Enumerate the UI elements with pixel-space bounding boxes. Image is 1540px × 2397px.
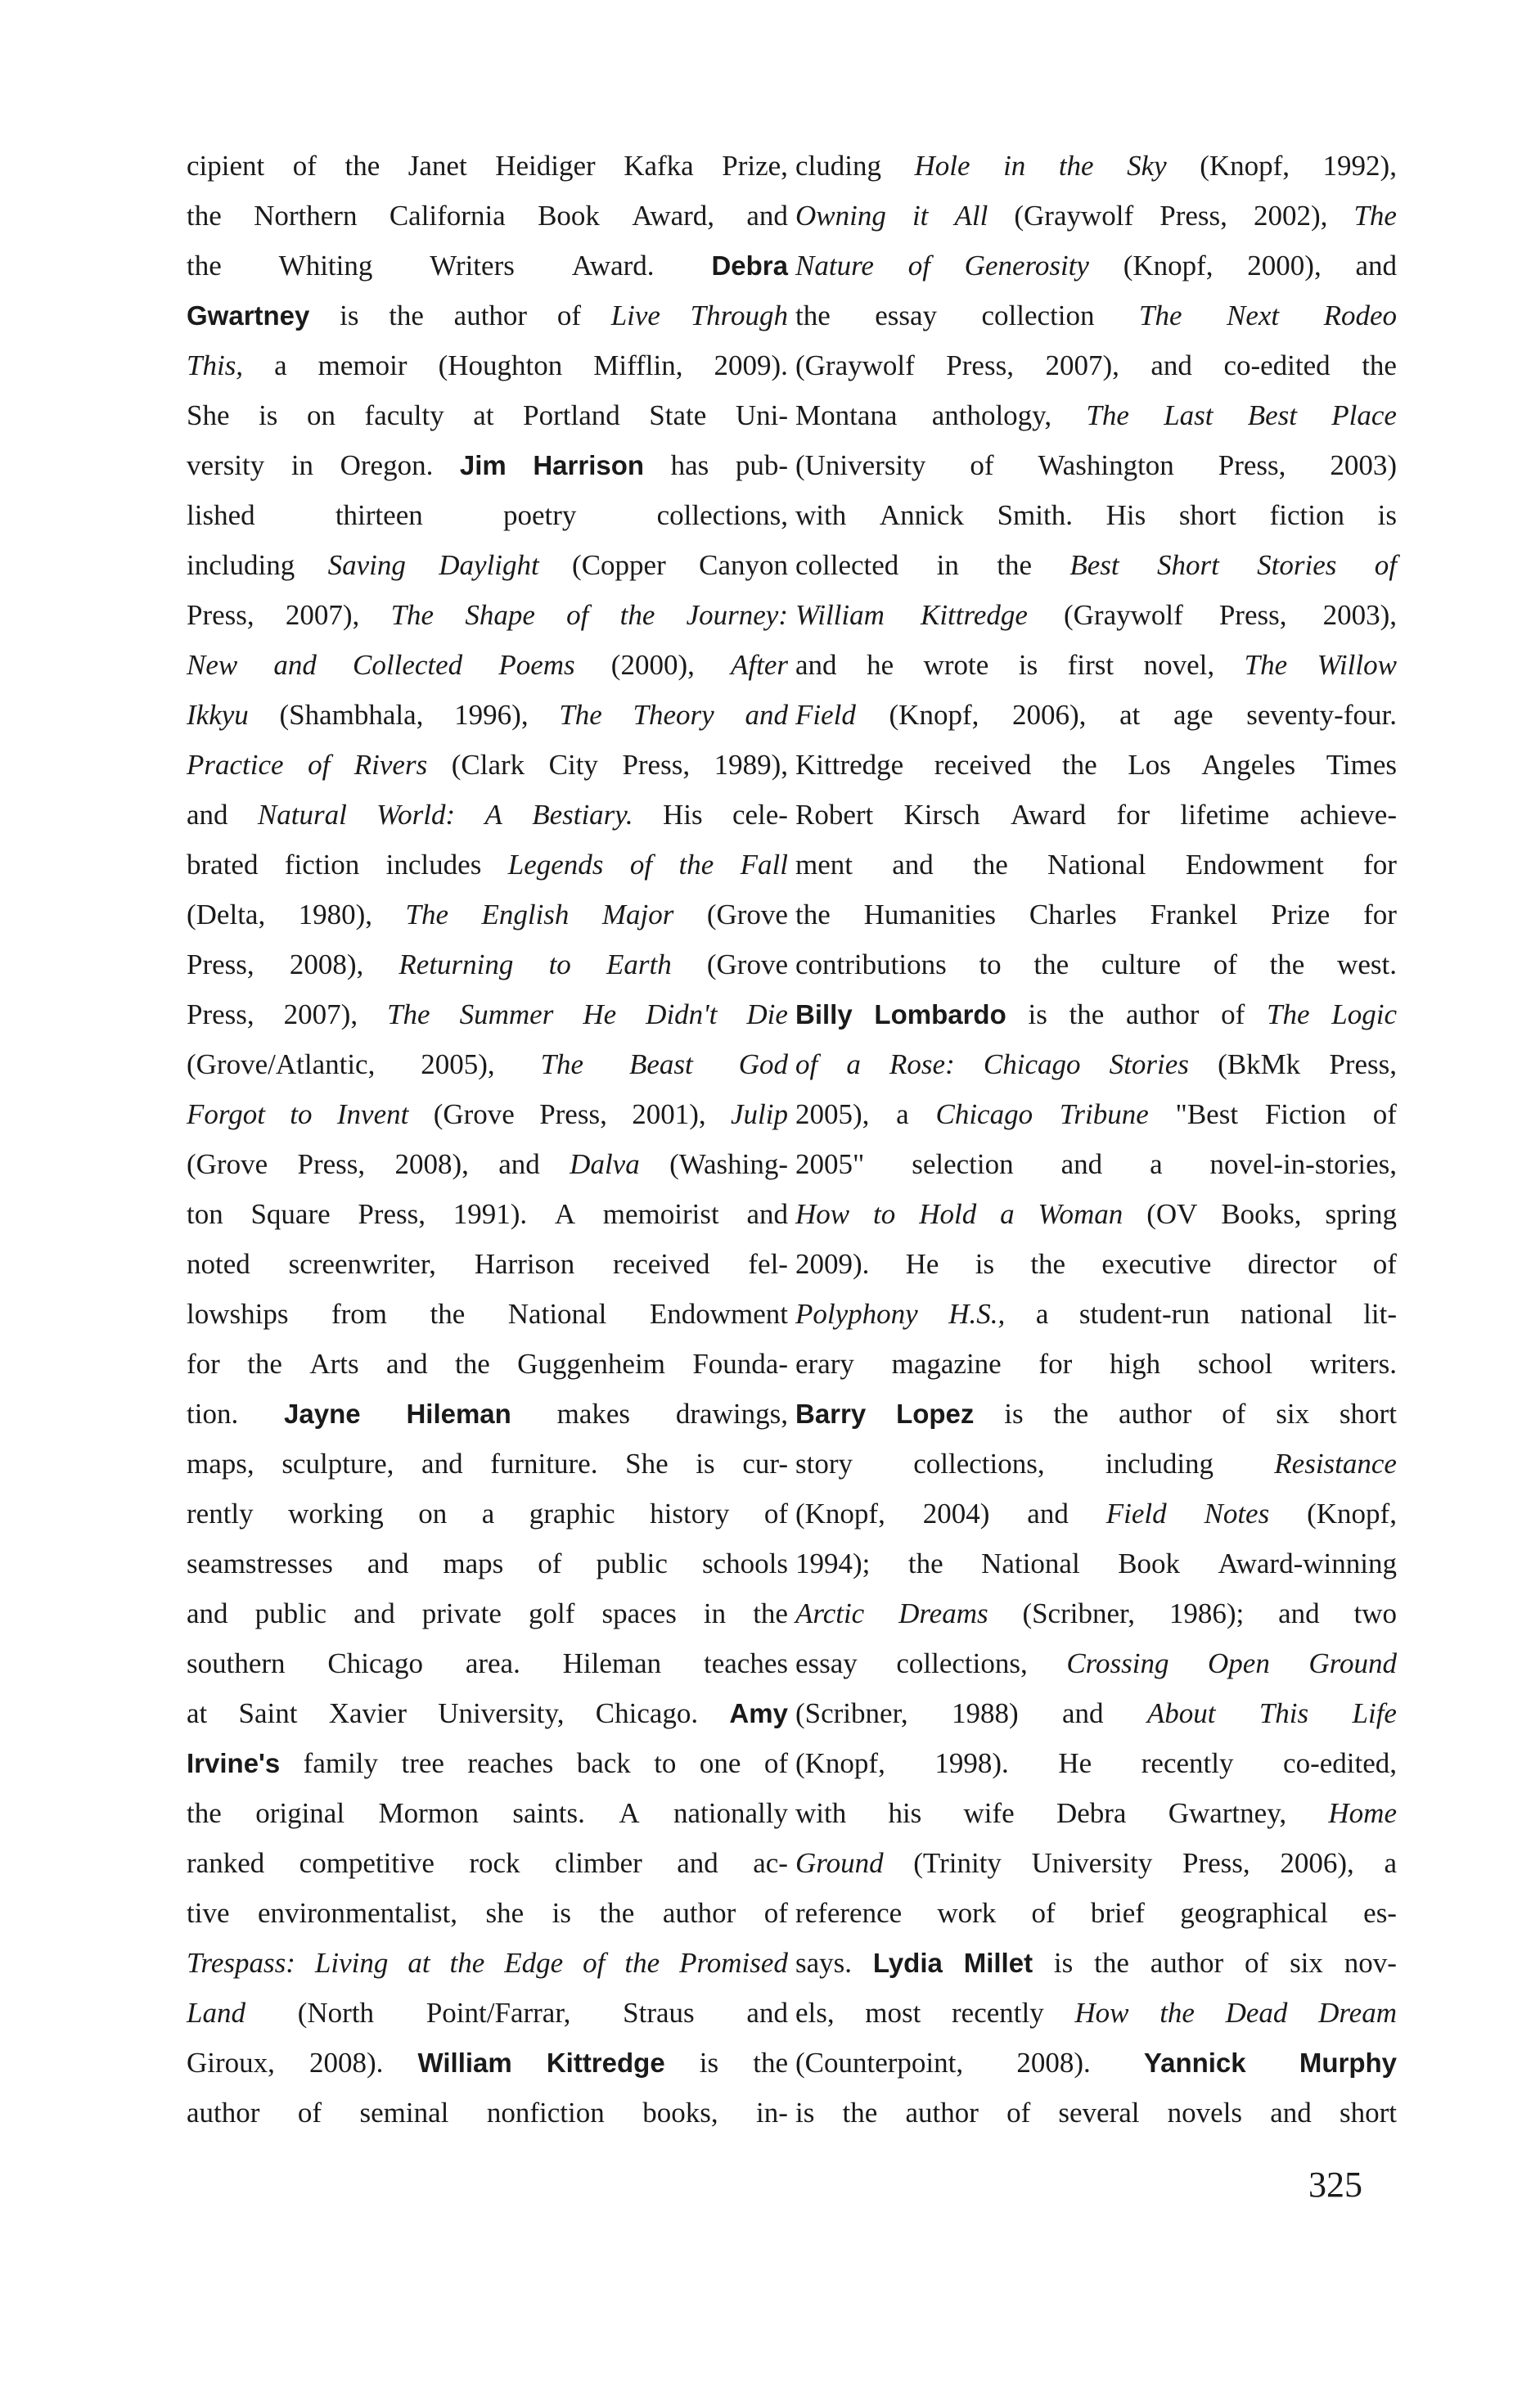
text-line: for the Arts and the Guggenheim Founda-: [187, 1348, 788, 1380]
text-line: Kittredge received the Los Angeles Times: [795, 749, 1397, 781]
text-line: Trespass: Living at the Edge of the Promised: [187, 1947, 788, 1979]
text-line: rently working on a graphic history of: [187, 1498, 788, 1530]
text-line: story collections, including Resistance: [795, 1448, 1397, 1480]
text-line: maps, sculpture, and furniture. She is cur-: [187, 1448, 788, 1480]
text-line: including Saving Daylight (Copper Canyon: [187, 549, 788, 581]
text-line: Press, 2007), The Summer He Didn't Die: [187, 998, 788, 1030]
text-line: cipient of the Janet Heidiger Kafka Prize,: [187, 150, 788, 182]
text-line: ment and the National Endowment for: [795, 849, 1397, 881]
text-line: Giroux, 2008). William Kittredge is the: [187, 2047, 788, 2079]
text-line: (Scribner, 1988) and About This Life: [795, 1697, 1397, 1729]
text-line: How to Hold a Woman (OV Books, spring: [795, 1198, 1397, 1230]
text-line: Gwartney is the author of Live Through: [187, 300, 788, 331]
text-line: collected in the Best Short Stories of: [795, 549, 1397, 581]
text-line: lowships from the National Endowment: [187, 1298, 788, 1330]
text-line: Polyphony H.S., a student-run national lit-: [795, 1298, 1397, 1330]
text-line: the Northern California Book Award, and: [187, 200, 788, 232]
text-line: southern Chicago area. Hileman teaches: [187, 1647, 788, 1679]
text-column-right: [795, 141, 1397, 2138]
text-line: Barry Lopez is the author of six short: [795, 1398, 1397, 1430]
text-line: at Saint Xavier University, Chicago. Amy: [187, 1697, 788, 1729]
text-line: (Knopf, 2004) and Field Notes (Knopf,: [795, 1498, 1397, 1530]
text-line: (Grove/Atlantic, 2005), The Beast God: [187, 1048, 788, 1080]
text-line: of a Rose: Chicago Stories (BkMk Press,: [795, 1048, 1397, 1080]
text-line: the essay collection The Next Rodeo: [795, 300, 1397, 331]
text-line: brated fiction includes Legends of the Fall: [187, 849, 788, 881]
text-line: 2009). He is the executive director of: [795, 1248, 1397, 1280]
text-line: 1994); the National Book Award-winning: [795, 1548, 1397, 1579]
text-line: and public and private golf spaces in the: [187, 1597, 788, 1629]
text-line: ranked competitive rock climber and ac-: [187, 1847, 788, 1879]
text-line: ton Square Press, 1991). A memoirist and: [187, 1198, 788, 1230]
text-line: Billy Lombardo is the author of The Logic: [795, 998, 1397, 1030]
text-line: tion. Jayne Hileman makes drawings,: [187, 1398, 788, 1430]
text-line: Owning it All (Graywolf Press, 2002), The: [795, 200, 1397, 232]
text-column-left: [187, 141, 788, 2138]
text-line: Robert Kirsch Award for lifetime achieve-: [795, 799, 1397, 831]
text-line: noted screenwriter, Harrison received fel-: [187, 1248, 788, 1280]
text-line: Ground (Trinity University Press, 2006), a: [795, 1847, 1397, 1879]
text-line: and he wrote is first novel, The Willow: [795, 649, 1397, 681]
text-line: contributions to the culture of the west.: [795, 948, 1397, 980]
text-line: the original Mormon saints. A nationally: [187, 1797, 788, 1829]
text-line: She is on faculty at Portland State Uni-: [187, 399, 788, 431]
text-line: erary magazine for high school writers.: [795, 1348, 1397, 1380]
page-number: 325: [1308, 2165, 1362, 2205]
text-line: (Knopf, 1998). He recently co-edited,: [795, 1747, 1397, 1779]
text-line: Press, 2007), The Shape of the Journey:: [187, 599, 788, 631]
text-line: Practice of Rivers (Clark City Press, 1989),: [187, 749, 788, 781]
text-line: is the author of several novels and short: [795, 2097, 1397, 2129]
text-line: the Whiting Writers Award. Debra: [187, 250, 788, 282]
text-line: and Natural World: A Bestiary. His cele-: [187, 799, 788, 831]
text-line: tive environmentalist, she is the author of: [187, 1897, 788, 1929]
text-line: Ikkyu (Shambhala, 1996), The Theory and: [187, 699, 788, 731]
text-line: Nature of Generosity (Knopf, 2000), and: [795, 250, 1397, 282]
text-line: New and Collected Poems (2000), After: [187, 649, 788, 681]
text-line: essay collections, Crossing Open Ground: [795, 1647, 1397, 1679]
text-line: (University of Washington Press, 2003): [795, 449, 1397, 481]
text-line: Irvine's family tree reaches back to one of: [187, 1747, 788, 1779]
text-line: author of seminal nonfiction books, in-: [187, 2097, 788, 2129]
text-line: versity in Oregon. Jim Harrison has pub-: [187, 449, 788, 481]
text-line: Arctic Dreams (Scribner, 1986); and two: [795, 1597, 1397, 1629]
text-line: Press, 2008), Returning to Earth (Grove: [187, 948, 788, 980]
text-line: cluding Hole in the Sky (Knopf, 1992),: [795, 150, 1397, 182]
text-line: with his wife Debra Gwartney, Home: [795, 1797, 1397, 1829]
text-line: William Kittredge (Graywolf Press, 2003),: [795, 599, 1397, 631]
text-line: (Grove Press, 2008), and Dalva (Washing-: [187, 1148, 788, 1180]
text-line: seamstresses and maps of public schools: [187, 1548, 788, 1579]
text-line: (Counterpoint, 2008). Yannick Murphy: [795, 2047, 1397, 2079]
text-line: the Humanities Charles Frankel Prize for: [795, 899, 1397, 930]
text-line: This, a memoir (Houghton Mifflin, 2009).: [187, 349, 788, 381]
text-line: with Annick Smith. His short fiction is: [795, 499, 1397, 531]
text-line: Field (Knopf, 2006), at age seventy-four.: [795, 699, 1397, 731]
text-line: lished thirteen poetry collections,: [187, 499, 788, 531]
text-line: els, most recently How the Dead Dream: [795, 1997, 1397, 2029]
text-line: Land (North Point/Farrar, Straus and: [187, 1997, 788, 2029]
text-line: Forgot to Invent (Grove Press, 2001), Julip: [187, 1098, 788, 1130]
text-line: (Graywolf Press, 2007), and co-edited the: [795, 349, 1397, 381]
text-line: reference work of brief geographical es-: [795, 1897, 1397, 1929]
text-line: 2005), a Chicago Tribune "Best Fiction of: [795, 1098, 1397, 1130]
text-line: (Delta, 1980), The English Major (Grove: [187, 899, 788, 930]
text-line: Montana anthology, The Last Best Place: [795, 399, 1397, 431]
text-line: says. Lydia Millet is the author of six nov-: [795, 1947, 1397, 1979]
text-line: 2005" selection and a novel-in-stories,: [795, 1148, 1397, 1180]
